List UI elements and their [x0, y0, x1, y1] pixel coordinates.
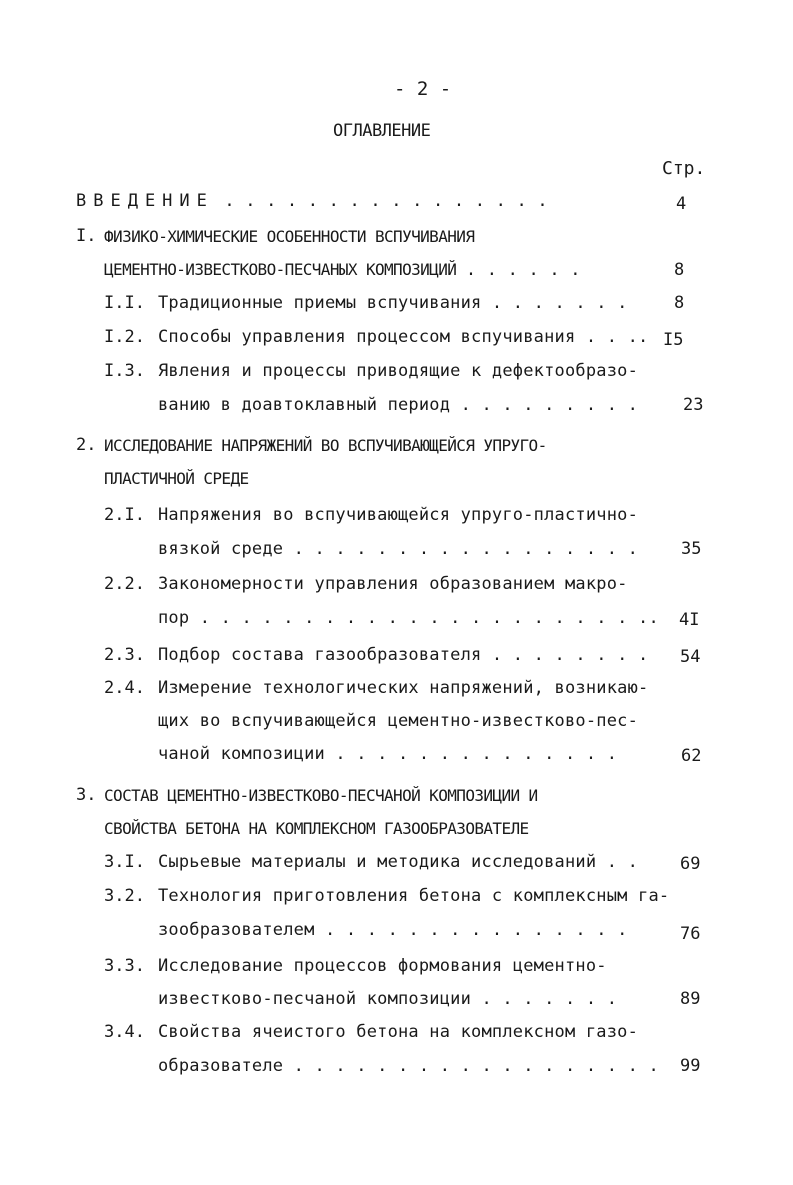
- leader-dots: . .: [606, 852, 639, 872]
- page-ref: 35: [681, 539, 702, 559]
- page-ref: 54: [680, 647, 701, 667]
- section-number: 3.3.: [104, 956, 145, 976]
- toc-entry-line: [104, 260, 581, 280]
- section-title-line: ванию в доавтоклавный период: [158, 395, 451, 415]
- page-ref: 62: [681, 746, 702, 766]
- section-number: I.2.: [104, 327, 145, 347]
- chapter-title-line: ЦЕМЕНТНО-ИЗВЕСТКОВО-ПЕСЧАНЫХ КОМПОЗИЦИЙ: [104, 260, 457, 279]
- chapter-title-line: ИССЛЕДОВАНИЕ НАПРЯЖЕНИЙ ВО ВСПУЧИВАЮЩЕЙСЯ УПРУГО-: [104, 436, 547, 455]
- leader-dots: . . . . . . . . . . . . . .: [335, 744, 618, 764]
- section-number: 2.3.: [104, 645, 145, 665]
- leader-dots: . . . . . . . . . . . . . . . . . . . . . ..: [199, 608, 659, 628]
- section-title-line: Сырьевые материалы и методика исследований: [158, 852, 597, 872]
- chapter-number: 2.: [76, 435, 97, 455]
- page-ref: 69: [680, 854, 701, 874]
- chapter-number: I.: [76, 226, 97, 246]
- section-title-line: чаной композиции: [158, 744, 325, 764]
- chapter-title-line: ПЛАСТИЧНОЙ СРЕДЕ: [104, 469, 249, 488]
- section-number: 2.I.: [104, 505, 145, 525]
- leader-dots: . . ..: [585, 327, 649, 347]
- chapter-title-line: СВОЙСТВА БЕТОНА НА КОМПЛЕКСНОМ ГАЗООБРАЗОВАТЕЛЕ: [104, 819, 529, 838]
- toc-entry-line: [158, 395, 638, 415]
- intro-title: ВВЕДЕНИЕ: [76, 191, 214, 211]
- toc-entry-line: [158, 327, 648, 347]
- section-number: I.3.: [104, 361, 145, 381]
- section-title-line: Напряжения во вспучивающейся упруго-пластично-: [158, 505, 639, 525]
- chapter-title-line: СОСТАВ ЦЕМЕНТНО-ИЗВЕСТКОВО-ПЕСЧАНОЙ КОМПОЗИЦИИ И: [104, 786, 538, 805]
- leader-dots: . . . . . . .: [481, 989, 618, 1009]
- section-title-line: Исследование процессов формования цементно-: [158, 956, 607, 976]
- section-number: 2.2.: [104, 574, 145, 594]
- section-title-line: известково-песчаной композиции: [158, 989, 472, 1009]
- section-title-line: Измерение технологических напряжений, возникаю-: [158, 678, 649, 698]
- section-number: 3.4.: [104, 1022, 145, 1042]
- toc-title: ОГЛАВЛЕНИЕ: [333, 121, 431, 141]
- section-title-line: щих во вспучивающейся цементно-известково-пес-: [158, 711, 639, 731]
- toc-entry-line: [158, 608, 659, 628]
- chapter-title-line: ФИЗИКО-ХИМИЧЕСКИЕ ОСОБЕННОСТИ ВСПУЧИВАНИЯ: [104, 227, 475, 246]
- leader-dots: . . . . . . .: [491, 293, 628, 313]
- toc-entry-line: [158, 989, 617, 1009]
- section-title-line: Традиционные приемы вспучивания: [158, 293, 482, 313]
- leader-dots: . . . . . . . .: [491, 645, 649, 665]
- leader-dots: . . . . . . . . . . . . . . . . .: [293, 539, 639, 559]
- page-ref: I5: [663, 330, 684, 350]
- section-title-line: Свойства ячеистого бетона на комплексном газо-: [158, 1022, 639, 1042]
- page-ref: 4I: [679, 610, 700, 630]
- chapter-number: 3.: [76, 785, 97, 805]
- section-number: 3.I.: [104, 852, 145, 872]
- page-ref: 76: [680, 924, 701, 944]
- section-title-line: образователе: [158, 1056, 284, 1076]
- leader-dots: . . . . . . . . . . . . . . .: [324, 920, 628, 940]
- toc-entry-line: [158, 645, 648, 665]
- toc-entry-line: [158, 539, 638, 559]
- page-ref: 8: [674, 293, 685, 313]
- page-ref-chapter-1: 8: [674, 260, 685, 280]
- toc-entry-line: [158, 293, 628, 313]
- leader-dots: . . . . . . . . . . . . . . . .: [224, 191, 548, 211]
- section-title-line: Явления и процессы приводящие к дефектообразо-: [158, 361, 639, 381]
- section-number: 3.2.: [104, 886, 145, 906]
- toc-entry-intro: [76, 191, 548, 211]
- page-ref-intro: 4: [676, 194, 687, 214]
- leader-dots: . . . . . . . . .: [460, 395, 639, 415]
- page-ref: 99: [680, 1056, 701, 1076]
- toc-entry-line: [158, 920, 628, 940]
- page-ref: 89: [680, 989, 701, 1009]
- section-title-line: Способы управления процессом вспучивания: [158, 327, 576, 347]
- section-title-line: вязкой среде: [158, 539, 284, 559]
- leader-dots: . . . . . . . . . . . . . . . . . .: [293, 1056, 659, 1076]
- section-title-line: зообразователем: [158, 920, 315, 940]
- toc-entry-line: [158, 852, 638, 872]
- toc-entry-line: [158, 1056, 659, 1076]
- section-title-line: Закономерности управления образованием макро-: [158, 574, 628, 594]
- section-number: 2.4.: [104, 678, 145, 698]
- section-title-line: Подбор состава газообразователя: [158, 645, 482, 665]
- leader-dots: . . . . . .: [465, 260, 581, 280]
- section-title-line: Технология приготовления бетона с комплексным га-: [158, 886, 670, 906]
- section-number: I.I.: [104, 293, 145, 313]
- section-title-line: пор: [158, 608, 190, 628]
- toc-entry-line: [158, 744, 617, 764]
- page-column-label: Стр.: [662, 158, 706, 179]
- page-number: - 2 -: [394, 78, 452, 100]
- page-ref: 23: [683, 395, 704, 415]
